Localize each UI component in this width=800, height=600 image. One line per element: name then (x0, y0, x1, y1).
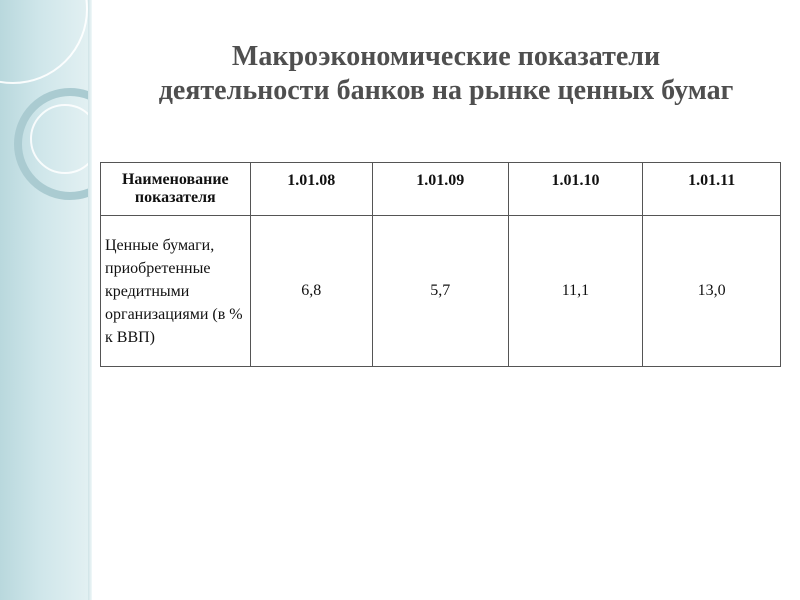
header-date-2010: 1.01.10 (508, 163, 643, 216)
header-date-2008: 1.01.08 (250, 163, 372, 216)
header-date-2009: 1.01.09 (372, 163, 508, 216)
row-indicator-name: Ценные бумаги, приобретенные кредитными организациями (в % к ВВП) (101, 216, 251, 367)
value-cell-2011: 13,0 (643, 216, 781, 367)
table-header-row (101, 163, 781, 216)
indicators-table (100, 162, 781, 367)
value-cell-2010: 11,1 (508, 216, 643, 367)
header-indicator-name: Наименование показателя (101, 163, 251, 216)
slide-title (92, 40, 800, 108)
slide-title-line-2: деятельности банков на рынке ценных бумаг (158, 75, 734, 106)
decorative-side-panel (0, 0, 88, 600)
decorative-ring (0, 0, 88, 84)
header-date-2011: 1.01.11 (643, 163, 781, 216)
table-row (101, 216, 781, 367)
slide-title-line-1: Макроэкономические показатели (231, 41, 661, 72)
value-cell-2008: 6,8 (250, 216, 372, 367)
value-cell-2009: 5,7 (372, 216, 508, 367)
